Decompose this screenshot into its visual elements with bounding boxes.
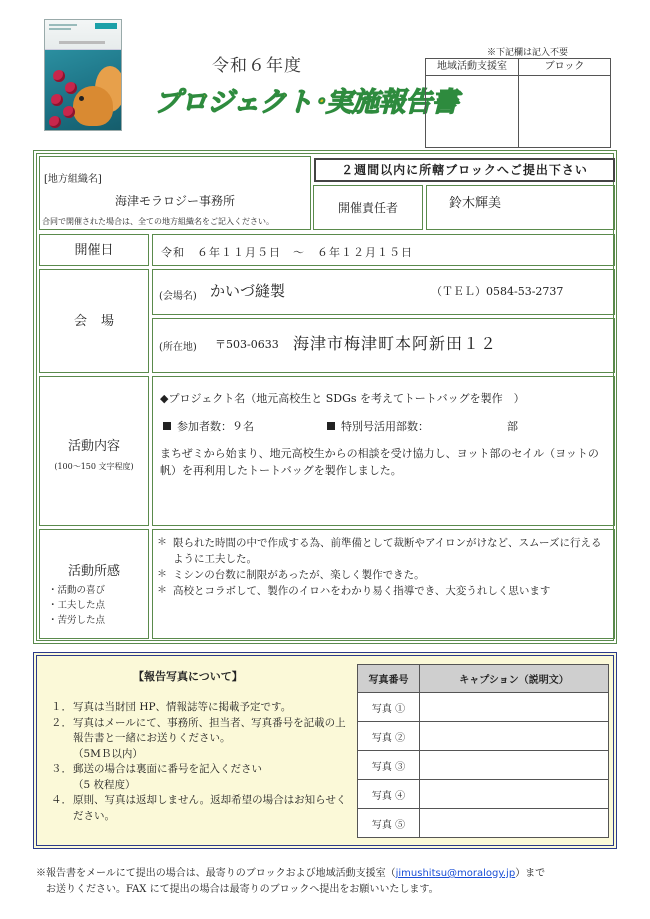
report-title: プロジェクト･実施報告書 <box>154 87 458 118</box>
venue-address-label: (所在地) <box>159 342 197 353</box>
fiscal-year: 令和６年度 <box>212 56 302 76</box>
photo-note: （5MＢ以内） <box>73 747 143 760</box>
table-row <box>358 751 609 780</box>
brochure-cover-image <box>44 19 122 131</box>
photo-section <box>33 652 617 849</box>
activity-description: まちぜミから始まり、地元高校生からの相談を受け協力し、ヨット部のセイル（ヨットの帆）を再利用したトートバッグを製作しました。 <box>160 447 599 477</box>
caption-cell[interactable] <box>420 722 609 751</box>
impressions-title: 活動所感 <box>67 564 120 579</box>
caption-cell[interactable] <box>420 693 609 722</box>
project-name: ◆プロジェクト名（地元高校生と SDGs を考えてトートバッグを製作 ） <box>160 392 525 405</box>
activity-field[interactable] <box>152 376 615 526</box>
photo-note: ２． 写真はメールにて、事務所、担当者、写真番号を記載の上報告書と一緒にお送りください。 <box>51 716 346 744</box>
photo-number: 写真 ⑤ <box>358 809 420 838</box>
footer-note <box>36 866 626 898</box>
activity-length-hint: (100～150 文字程度) <box>54 462 134 471</box>
responsible-field[interactable] <box>426 185 615 230</box>
photo-caption-table <box>357 664 609 838</box>
photo-note: ３． 郵送の場合は裏面に番号を記入ください <box>51 763 262 775</box>
office-col-support: 地域活動支援室 <box>426 59 519 75</box>
date-field[interactable] <box>152 234 615 266</box>
impression-item: ＊ 高校とコラボして、製作のイロハをわかり易く指導でき、大変うれしく思います <box>159 583 611 599</box>
org-label: [地方組織名] <box>44 174 102 185</box>
impressions-point: ・苦労した点 <box>48 615 106 626</box>
venue-zip: 〒503-0633 <box>215 338 279 351</box>
photo-number: 写真 ② <box>358 722 420 751</box>
photo-note: ４． 原則、写真は返却しません。返却希望の場合はお知らせください。 <box>51 794 347 822</box>
photo-note: １． 写真は当財団 HP、情報誌等に掲載予定です。 <box>51 701 292 713</box>
report-form <box>33 150 617 644</box>
date-label: 開催日 <box>39 234 149 266</box>
venue-address-field[interactable] <box>152 318 615 373</box>
activity-label <box>39 376 149 526</box>
table-row <box>358 780 609 809</box>
photo-notes <box>51 700 351 824</box>
venue-tel: （ＴＥＬ）0584-53-2737 <box>431 285 564 298</box>
venue-label: 会場 <box>39 269 149 373</box>
impressions-field[interactable] <box>152 529 615 639</box>
date-value: 令和 ６年１１月５日 ～ ６年１２月１５日 <box>161 246 413 259</box>
square-bullet-icon <box>327 422 335 430</box>
caption-cell[interactable] <box>420 780 609 809</box>
office-col-block: ブロック <box>544 61 585 72</box>
impression-item: ＊ 限られた時間の中で作成する為、前準備として裁断やアイロンがけなど、スムーズに行えるように工夫した。 <box>159 535 611 567</box>
photo-number: 写真 ③ <box>358 751 420 780</box>
venue-name: かいづ縫製 <box>210 282 286 300</box>
org-field[interactable] <box>39 156 311 230</box>
special-issue-count: 特別号活用部数： <box>327 418 429 434</box>
photo-number: 写真 ④ <box>358 780 420 809</box>
col-caption: キャプション（説明文） <box>420 665 609 693</box>
table-row <box>358 693 609 722</box>
venue-address: 海津市梅津町本阿新田１２ <box>293 334 498 353</box>
venue-name-label: (会場名) <box>159 291 197 302</box>
responsible-label: 開催責任者 <box>313 185 423 230</box>
org-note: 合同で開催された場合は、全ての地方組織名をご記入ください。 <box>42 217 274 226</box>
col-photo-number: 写真番号 <box>358 665 420 693</box>
venue-name-field[interactable] <box>152 269 615 315</box>
activity-title: 活動内容 <box>67 439 120 454</box>
photo-section-title: 【報告写真について】 <box>133 670 243 683</box>
photo-note: （5 枚程度） <box>73 778 136 791</box>
office-use-note: ※下記欄は記入不要 <box>487 48 569 58</box>
org-name: 海津モラロジー事務所 <box>114 194 235 208</box>
submit-notice: ２週間以内に所轄ブロックへご提出下さい <box>314 158 615 182</box>
office-use-box <box>425 58 611 148</box>
impression-item: ＊ ミシンの台数に制限があったが、楽しく製作できた。 <box>159 567 611 583</box>
impressions-label <box>39 529 149 639</box>
impressions-point: ・活動の喜び <box>48 585 106 596</box>
impressions-point: ・工夫した点 <box>48 600 106 611</box>
table-row <box>358 809 609 838</box>
email-link[interactable]: jimushitsu@moralogy.jp <box>395 868 516 879</box>
special-issue-unit: 部 <box>507 420 518 433</box>
caption-cell[interactable] <box>420 751 609 780</box>
responsible-name: 鈴木輝美 <box>449 196 502 211</box>
caption-cell[interactable] <box>420 809 609 838</box>
table-row <box>358 722 609 751</box>
photo-number: 写真 ① <box>358 693 420 722</box>
footer-line-2: お送りください。FAX にて提出の場合は最寄りのブロックへ提出をお願いいたします。 <box>46 884 439 895</box>
square-bullet-icon <box>163 422 171 430</box>
participants: 参加者数：９名 <box>163 418 254 434</box>
footer-line-1: ※報告書をメールにて提出の場合は、最寄りのブロックおよび地域活動支援室（jimushitsu@moralogy.jp）まで <box>36 868 546 879</box>
